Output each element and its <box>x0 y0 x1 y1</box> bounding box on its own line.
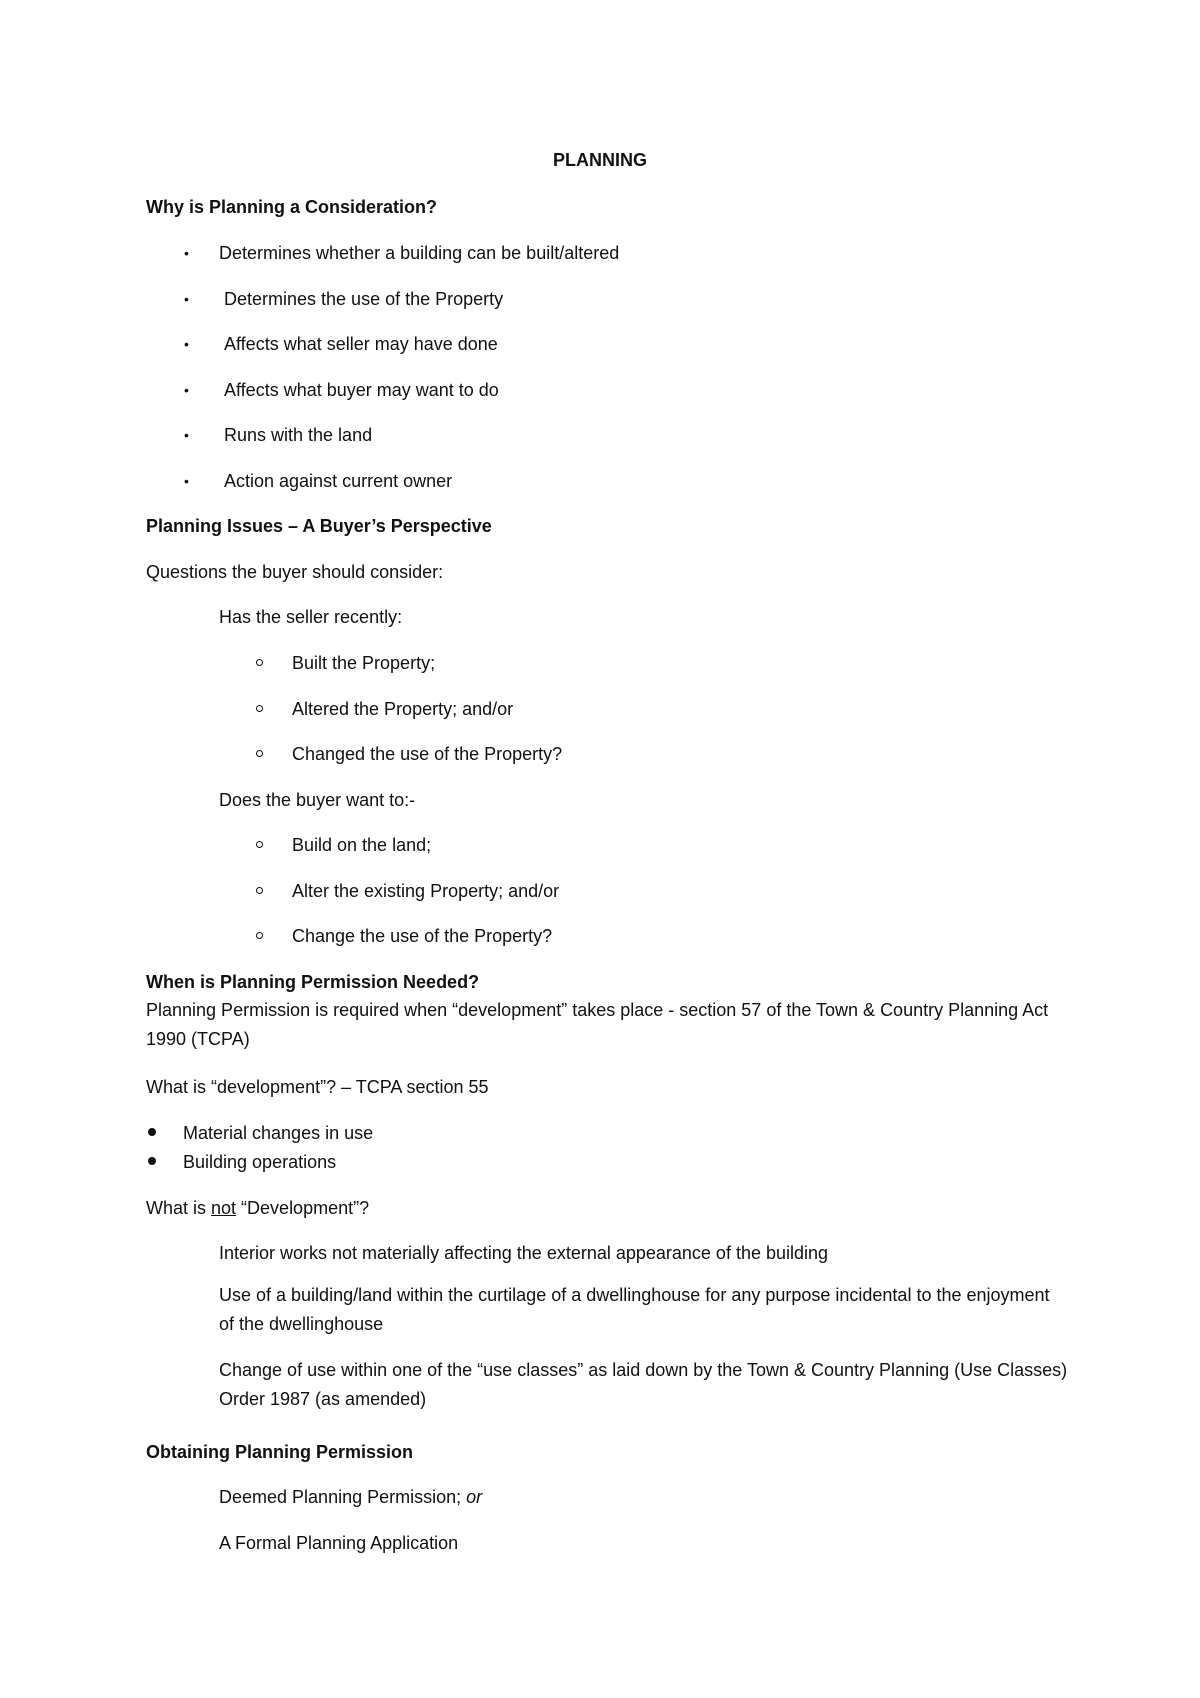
list-item: Change the use of the Property? <box>292 926 553 946</box>
paragraph: Planning Permission is required when “development” takes place - section 57 of the Town & Country Planning Act 1990 (TCPA) <box>146 1000 1049 1049</box>
text-fragment: “Development”? <box>236 1198 370 1218</box>
list-item: Built the Property; <box>292 653 436 673</box>
list-item: Building operations <box>183 1152 337 1172</box>
list-item: Affects what seller may have done <box>224 334 498 354</box>
section-heading-buyer: Planning Issues – A Buyer’s Perspective <box>146 516 492 536</box>
list-item: Changed the use of the Property? <box>292 744 563 764</box>
text-fragment: What is <box>146 1198 212 1218</box>
bullet-icon: • <box>184 427 189 443</box>
text-fragment: Deemed Planning Permission; <box>219 1487 467 1507</box>
bullet-icon: • <box>184 245 189 261</box>
list-item: Alter the existing Property; and/or <box>292 881 560 901</box>
page-title: PLANNING <box>553 150 647 170</box>
list-item: Action against current owner <box>224 471 453 491</box>
paragraph: Questions the buyer should consider: <box>146 562 444 582</box>
underlined-word: not <box>211 1198 237 1218</box>
circle-bullet-icon <box>256 932 263 939</box>
list-item: A Formal Planning Application <box>219 1533 459 1553</box>
paragraph: What is “development”? – TCPA section 55 <box>146 1077 489 1097</box>
list-item: Altered the Property; and/or <box>292 699 514 719</box>
circle-bullet-icon <box>256 750 263 757</box>
list-item: Determines whether a building can be built/altered <box>219 243 620 263</box>
list-item: Change of use within one of the “use classes” as laid down by the Town & Country Planning (Use Classes) Order 1987 (as amended) <box>219 1360 1068 1409</box>
bullet-icon: • <box>184 382 189 398</box>
list-item: Build on the land; <box>292 835 432 855</box>
list-item: Affects what buyer may want to do <box>224 380 499 400</box>
bullet-icon: • <box>184 291 189 307</box>
section-heading-obtaining: Obtaining Planning Permission <box>146 1442 414 1462</box>
list-item <box>219 1486 482 1508</box>
bullet-icon <box>148 1128 156 1136</box>
list-item: Determines the use of the Property <box>224 289 504 309</box>
circle-bullet-icon <box>256 887 263 894</box>
circle-bullet-icon <box>256 841 263 848</box>
sub-question: Does the buyer want to:- <box>219 790 416 810</box>
sub-question: Has the seller recently: <box>219 607 403 627</box>
bullet-icon: • <box>184 336 189 352</box>
list-item: Use of a building/land within the curtilage of a dwellinghouse for any purpose incidental to the enjoyment of the dwellinghouse <box>219 1285 1050 1334</box>
section-heading-why: Why is Planning a Consideration? <box>146 197 438 217</box>
bullet-icon: • <box>184 473 189 489</box>
list-item: Material changes in use <box>183 1123 374 1143</box>
list-item: Runs with the land <box>224 425 373 445</box>
circle-bullet-icon <box>256 659 263 666</box>
not-development-question <box>146 1197 369 1219</box>
list-item: Interior works not materially affecting the external appearance of the building <box>219 1243 829 1263</box>
bullet-icon <box>148 1157 156 1165</box>
italic-word: or <box>466 1487 483 1507</box>
circle-bullet-icon <box>256 705 263 712</box>
section-heading-needed: When is Planning Permission Needed? <box>146 972 480 992</box>
